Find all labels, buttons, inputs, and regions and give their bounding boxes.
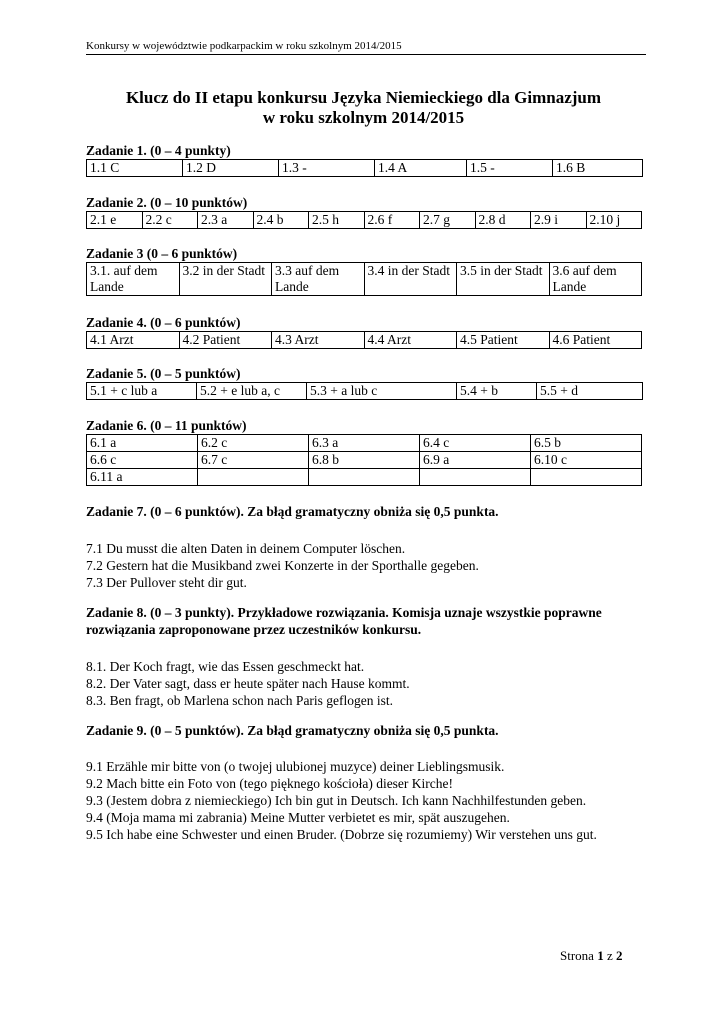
task-3-table bbox=[86, 262, 642, 296]
task-4-title: Zadanie 4. (0 – 6 punktów) bbox=[86, 315, 241, 330]
footer-prefix: Strona bbox=[560, 948, 594, 963]
task-4 bbox=[86, 315, 642, 349]
answer-cell: 2.1 e bbox=[87, 212, 143, 229]
answer-cell: 2.5 h bbox=[309, 212, 365, 229]
task-9-answers bbox=[86, 758, 642, 843]
answer-cell: 3.6 auf dem Lande bbox=[549, 263, 642, 296]
answer-line: 9.2 Mach bitte ein Foto von (tego pięknego kościoła) dieser Kirche! bbox=[86, 776, 454, 791]
answer-cell: 5.1 + c lub a bbox=[87, 383, 197, 400]
task-2-title: Zadanie 2. (0 – 10 punktów) bbox=[86, 195, 248, 210]
page-header: Konkursy w województwie podkarpackim w roku szkolnym 2014/2015 bbox=[86, 40, 646, 55]
answer-cell: 2.2 c bbox=[142, 212, 198, 229]
answer-line: 7.3 Der Pullover steht dir gut. bbox=[86, 575, 247, 590]
answer-line: 8.2. Der Vater sagt, dass er heute später nach Hause kommt. bbox=[86, 676, 410, 691]
answer-line: 8.1. Der Koch fragt, wie das Essen geschmeckt hat. bbox=[86, 659, 365, 674]
answer-cell: 3.3 auf dem Lande bbox=[272, 263, 365, 296]
answer-cell bbox=[531, 469, 642, 486]
footer-separator: z bbox=[606, 948, 613, 963]
answer-line: 8.3. Ben fragt, ob Marlena schon nach Paris geflogen ist. bbox=[86, 693, 394, 708]
task-6-title: Zadanie 6. (0 – 11 punktów) bbox=[86, 418, 247, 433]
answer-cell: 6.5 b bbox=[531, 435, 642, 452]
task-3-title: Zadanie 3 (0 – 6 punktów) bbox=[86, 246, 238, 261]
title-line-2: w roku szkolnym 2014/2015 bbox=[262, 108, 465, 127]
answer-cell: 3.4 in der Stadt bbox=[364, 263, 457, 296]
answer-line: 9.4 (Moja mama mi zabrania) Meine Mutter verbietet es mir, spät auszugehen. bbox=[86, 810, 510, 825]
answer-cell: 5.2 + e lub a, c bbox=[197, 383, 307, 400]
answer-cell: 6.10 c bbox=[531, 452, 642, 469]
answer-cell: 3.1. auf dem Lande bbox=[87, 263, 180, 296]
answer-cell: 6.4 c bbox=[420, 435, 531, 452]
answer-cell: 6.7 c bbox=[198, 452, 309, 469]
answer-cell: 6.8 b bbox=[309, 452, 420, 469]
document-title bbox=[86, 88, 641, 128]
answer-cell: 6.11 a bbox=[87, 469, 198, 486]
answer-line: 9.5 Ich habe eine Schwester und einen Bruder. (Dobrze się rozumiemy) Wir verstehen uns gut. bbox=[86, 827, 597, 842]
answer-cell: 6.2 c bbox=[198, 435, 309, 452]
answer-cell: 5.3 + a lub c bbox=[307, 383, 457, 400]
task-1-table bbox=[86, 159, 643, 177]
answer-cell: 2.9 i bbox=[531, 212, 587, 229]
answer-cell: 2.4 b bbox=[253, 212, 309, 229]
task-5-title: Zadanie 5. (0 – 5 punktów) bbox=[86, 366, 241, 381]
task-2-table bbox=[86, 211, 642, 229]
answer-cell: 4.3 Arzt bbox=[272, 332, 365, 349]
answer-cell: 6.1 a bbox=[87, 435, 198, 452]
answer-line: 7.2 Gestern hat die Musikband zwei Konzerte in der Sporthalle gegeben. bbox=[86, 558, 479, 573]
page-footer bbox=[560, 948, 622, 964]
answer-cell: 3.2 in der Stadt bbox=[179, 263, 272, 296]
answer-cell: 6.3 a bbox=[309, 435, 420, 452]
answer-cell bbox=[198, 469, 309, 486]
answer-cell: 5.5 + d bbox=[537, 383, 643, 400]
footer-page-number: 1 bbox=[597, 948, 604, 963]
answer-cell: 6.6 c bbox=[87, 452, 198, 469]
task-5 bbox=[86, 366, 642, 400]
task-6-table bbox=[86, 434, 642, 486]
title-line-1: Klucz do II etapu konkursu Języka Niemieckiego dla Gimnazjum bbox=[125, 88, 602, 107]
answer-cell bbox=[420, 469, 531, 486]
task-2 bbox=[86, 195, 642, 229]
task-6 bbox=[86, 418, 642, 486]
task-9-title: Zadanie 9. (0 – 5 punktów). Za błąd gramatyczny obniża się 0,5 punkta. bbox=[86, 723, 499, 738]
answer-cell: 4.5 Patient bbox=[457, 332, 550, 349]
answer-cell: 2.7 g bbox=[420, 212, 476, 229]
task-9 bbox=[86, 723, 642, 843]
task-7 bbox=[86, 504, 642, 591]
answer-cell bbox=[309, 469, 420, 486]
answer-cell: 1.2 D bbox=[183, 160, 279, 177]
answer-cell: 1.3 - bbox=[279, 160, 375, 177]
answer-cell: 1.6 B bbox=[553, 160, 643, 177]
task-1 bbox=[86, 143, 642, 177]
answer-cell: 4.6 Patient bbox=[549, 332, 642, 349]
answer-cell: 3.5 in der Stadt bbox=[457, 263, 550, 296]
answer-cell: 4.4 Arzt bbox=[364, 332, 457, 349]
task-3 bbox=[86, 246, 642, 296]
footer-page-total: 2 bbox=[615, 948, 623, 963]
answer-cell: 2.10 j bbox=[586, 212, 642, 229]
answer-line: 7.1 Du musst die alten Daten in deinem Computer löschen. bbox=[86, 541, 406, 556]
answer-cell: 6.9 a bbox=[420, 452, 531, 469]
task-7-answers bbox=[86, 540, 642, 591]
answer-cell: 2.6 f bbox=[364, 212, 420, 229]
answer-cell: 4.1 Arzt bbox=[87, 332, 180, 349]
task-5-table bbox=[86, 382, 643, 400]
answer-cell: 2.3 a bbox=[198, 212, 254, 229]
task-4-table bbox=[86, 331, 642, 349]
task-1-title: Zadanie 1. (0 – 4 punkty) bbox=[86, 143, 231, 158]
answer-cell: 2.8 d bbox=[475, 212, 531, 229]
task-7-title: Zadanie 7. (0 – 6 punktów). Za błąd gramatyczny obniża się 0,5 punkta. bbox=[86, 504, 499, 519]
answer-line: 9.3 (Jestem dobra z niemieckiego) Ich bin gut in Deutsch. Ich kann Nachhilfestunden geben. bbox=[86, 793, 587, 808]
task-8 bbox=[86, 604, 642, 709]
answer-cell: 1.4 A bbox=[375, 160, 467, 177]
answer-cell: 1.1 C bbox=[87, 160, 183, 177]
answer-cell: 4.2 Patient bbox=[179, 332, 272, 349]
task-8-title: Zadanie 8. (0 – 3 punkty). Przykładowe rozwiązania. Komisja uznaje wszystkie poprawne rozwiązania zaproponowane przez uczestników konkursu. bbox=[86, 605, 602, 637]
task-8-answers bbox=[86, 658, 642, 709]
answer-cell: 5.4 + b bbox=[457, 383, 537, 400]
answer-cell: 1.5 - bbox=[467, 160, 553, 177]
answer-line: 9.1 Erzähle mir bitte von (o twojej ulubionej muzyce) deiner Lieblingsmusik. bbox=[86, 759, 505, 774]
